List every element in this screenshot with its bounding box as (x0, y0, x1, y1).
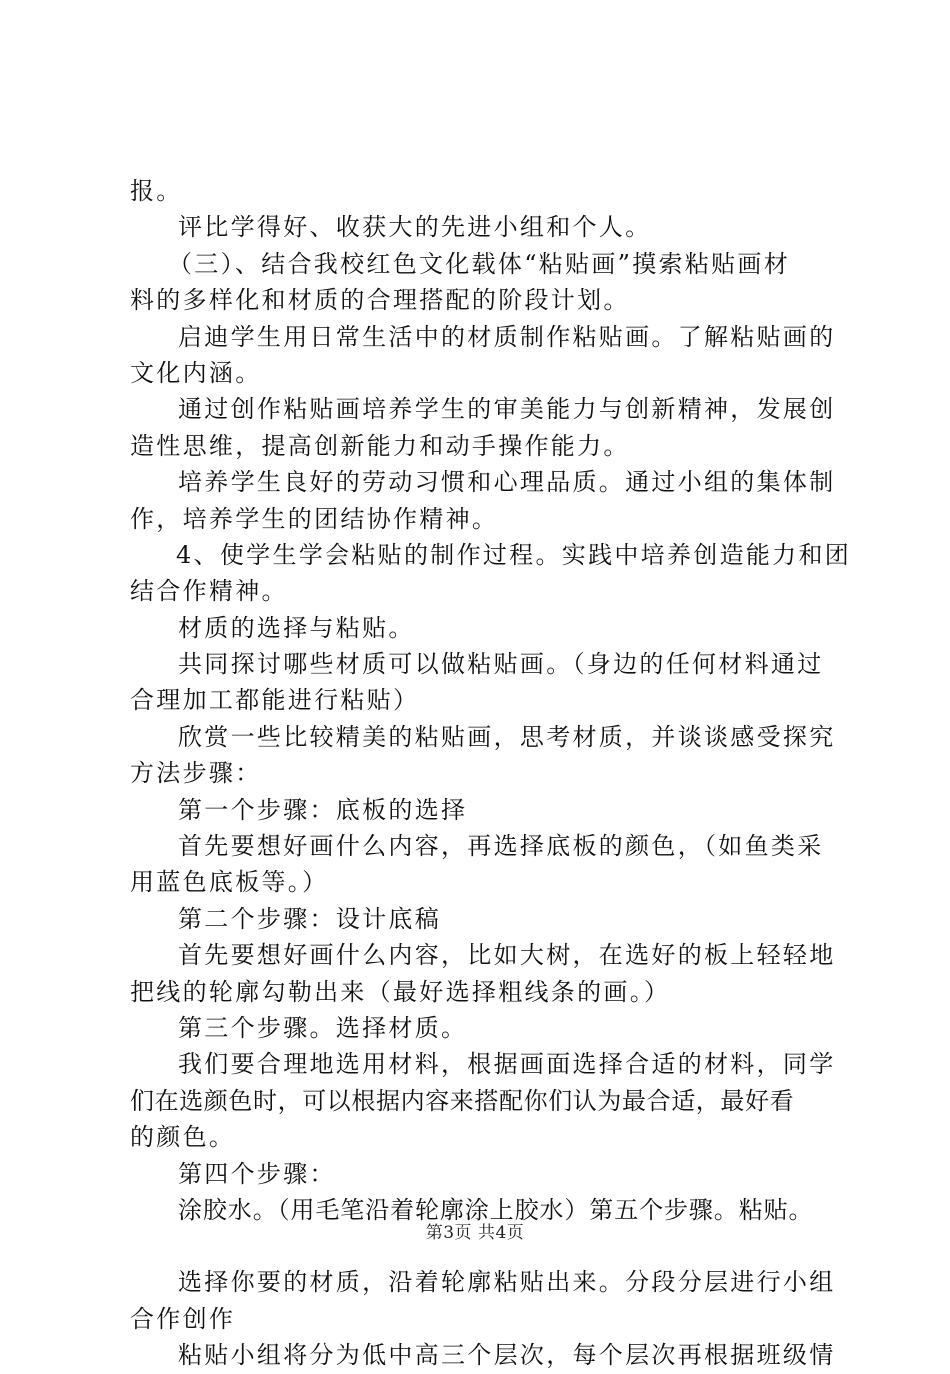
text-line: 方法步骤： (130, 759, 262, 788)
text-line: 结合作精神。 (130, 577, 288, 606)
text-line: 材质的选择与粘贴。 (178, 613, 415, 642)
text-line: 欣赏一些比较精美的粘贴画，思考材质，并谈谈感受探究 (178, 722, 836, 751)
document-body (130, 173, 852, 1374)
text-line: 用蓝色底板等。） (130, 868, 329, 897)
text-line: 把线的轮廓勾勒出来（最好选择粗线条的画。） (130, 977, 671, 1006)
text-line: 我们要合理地选用材料，根据画面选择合适的材料，同学 (178, 1050, 836, 1079)
text-line: 启迪学生用日常生活中的材质制作粘贴画。了解粘贴画的 (178, 322, 836, 351)
text-line: 评比学得好、收获大的先进小组和个人。 (178, 213, 652, 242)
text-line: 报。 (130, 177, 183, 205)
page-number-footer: 第3页 共4页 (425, 1223, 525, 1243)
text-line: （三）、结合我校红色文化载体“粘贴画”摸索粘贴画材 (168, 249, 791, 278)
text-line: 粘贴小组将分为低中高三个层次，每个层次再根据班级情 (178, 1341, 836, 1370)
text-line: 涂胶水。（用毛笔沿着轮廓涂上胶水）第五个步骤。粘贴。 (178, 1195, 814, 1224)
text-line: 合作创作 (130, 1304, 236, 1333)
text-line: 文化内涵。 (130, 358, 262, 387)
text-line: 合理加工都能进行粘贴） (130, 686, 420, 715)
text-line: 首先要想好画什么内容，比如大树，在选好的板上轻轻地 (178, 941, 836, 970)
text-line: 4、使学生学会粘贴的制作过程。实践中培养创造能力和团 (176, 540, 852, 569)
text-line: 共同探讨哪些材质可以做粘贴画。（身边的任何材料通过 (178, 650, 824, 679)
text-line: 选择你要的材质，沿着轮廓粘贴出来。分段分层进行小组 (178, 1268, 836, 1297)
text-line: 第二个步骤：设计底稿 (178, 904, 441, 933)
text-line: 通过创作粘贴画培养学生的审美能力与创新精神，发展创 (178, 395, 836, 424)
text-line: 的颜色。 (130, 1123, 236, 1152)
text-line: 料的多样化和材质的合理搭配的阶段计划。 (130, 286, 630, 315)
text-line: 培养学生良好的劳动习惯和心理品质。通过小组的集体制 (178, 468, 836, 497)
text-line: 首先要想好画什么内容，再选择底板的颜色，（如鱼类采 (178, 832, 824, 861)
text-line: 第三个步骤。选择材质。 (178, 1013, 468, 1042)
text-line: 第四个步骤： (178, 1159, 336, 1188)
text-line: 第一个步骤：底板的选择 (178, 795, 468, 824)
text-line: 们在选颜色时，可以根据内容来搭配你们认为最合适，最好看 (130, 1086, 795, 1115)
text-line: 作，培养学生的团结协作精神。 (130, 504, 499, 533)
text-line: 造性思维，提高创新能力和动手操作能力。 (130, 431, 630, 460)
